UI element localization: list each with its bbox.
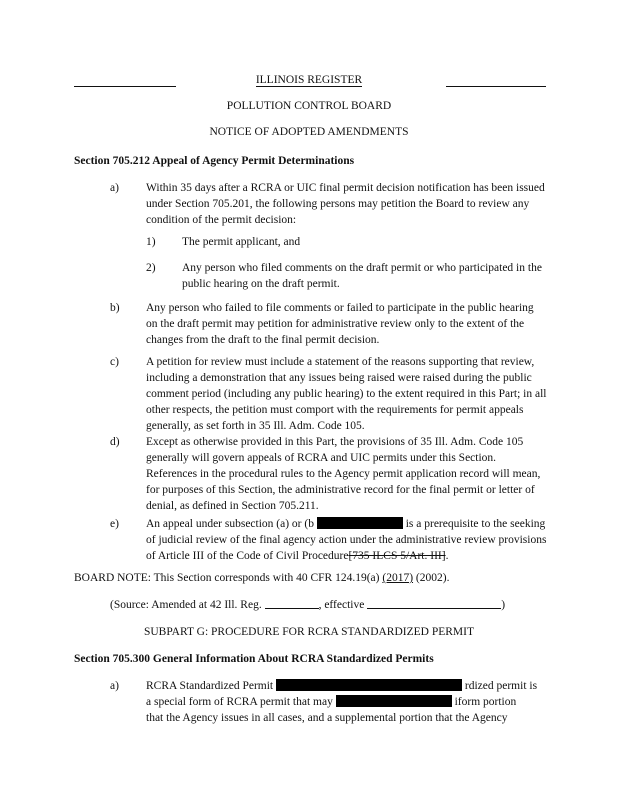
- para-c-text: A petition for review must include a statement of the reasons supporting that review, including a demonstration that any issues being raised were raised during the public comment period (including any public hearing) to the extent required in this Part; in all other respects, the petition must comport with the requirements for permit appeals generally, as set forth in 35 Ill. Adm. Code 105.: [146, 356, 547, 432]
- register-title: [0, 72, 618, 88]
- para-300a-line2: [146, 694, 548, 710]
- redaction-block: [336, 695, 452, 707]
- para-e-text: [146, 516, 548, 564]
- para-d-text: Except as otherwise provided in this Part, the provisions of 35 Ill. Adm. Code 105 generally will govern appeals of RCRA and UIC permits under this Section. References in the procedural rules to the Agency permit application record will mean, for purposes of this Section, the administrative record for the final permit or letter of denial, as defined in Section 705.211.: [146, 436, 541, 512]
- para-e-struck-citation: [735 ILCS 5/Art. III]: [348, 550, 446, 562]
- section-300-heading: Section 705.300 General Information About RCRA Standardized Permits: [74, 653, 434, 665]
- reg-number-blank: [265, 597, 319, 609]
- para-300a-line1: [146, 678, 548, 694]
- para-b-text: Any person who failed to file comments or failed to participate in the public hearing on the draft permit may petition for administrative review only to the extent of the changes from the draft to the final permit decision.: [146, 302, 534, 346]
- para-300a-line2-start: a special form of RCRA permit that may: [146, 696, 333, 708]
- para-e-end: .: [445, 550, 449, 562]
- para-c-label: c): [110, 356, 119, 368]
- source-end: ): [501, 599, 506, 611]
- item-2-text: Any person who filed comments on the draft permit or who participated in the public hearing on the draft permit.: [182, 262, 542, 290]
- board-note: [74, 570, 554, 586]
- redaction-block: [317, 517, 403, 529]
- para-300a-line1-end: rdized permit is: [464, 680, 538, 692]
- para-b-label: b): [110, 302, 120, 314]
- board-title: POLLUTION CONTROL BOARD: [226, 100, 392, 112]
- item-1-label: 1): [146, 236, 156, 248]
- para-300a-line1-start: RCRA Standardized Permit: [146, 680, 274, 692]
- para-e-label: e): [110, 518, 119, 530]
- source-note: [110, 597, 550, 613]
- para-a-label: a): [110, 182, 119, 194]
- para-300a-label: a): [110, 680, 119, 692]
- redaction-block: [276, 679, 462, 691]
- board-note-added-year: (2017): [382, 572, 414, 584]
- board-note-suffix: (2002).: [415, 572, 450, 584]
- section-212-heading: Section 705.212 Appeal of Agency Permit Determinations: [74, 155, 355, 167]
- para-300a-line3: that the Agency issues in all cases, and a supplemental portion that the Agency: [146, 712, 508, 724]
- para-d-label: d): [110, 436, 120, 448]
- subpart-g-title: SUBPART G: PROCEDURE FOR RCRA STANDARDIZED PERMIT: [143, 626, 475, 638]
- item-1-text: The permit applicant, and: [182, 236, 301, 248]
- para-e-start: An appeal under subsection (a) or (b: [146, 518, 314, 530]
- item-2-label: 2): [146, 262, 156, 274]
- register-title-text: ILLINOIS REGISTER: [255, 74, 363, 86]
- notice-title: NOTICE OF ADOPTED AMENDMENTS: [209, 126, 409, 138]
- source-prefix: (Source: Amended at 42 Ill. Reg.: [110, 599, 262, 611]
- para-a-text: Within 35 days after a RCRA or UIC final permit decision notification has been issued under Section 705.201, the following persons may petition the Board to review any condition of the permit decision:: [146, 182, 545, 226]
- board-note-prefix: BOARD NOTE: This Section corresponds with 40 CFR 124.19(a): [74, 572, 380, 584]
- para-300a-line2-end: iform portion: [454, 696, 517, 708]
- source-middle: , effective: [318, 599, 365, 611]
- effective-date-blank: [367, 597, 501, 609]
- para-e-middle: is a prerequisite to the seeking of judicial review of the final agency action under the administrative review provisions of Article III of the Code of Civil Procedure: [146, 518, 547, 562]
